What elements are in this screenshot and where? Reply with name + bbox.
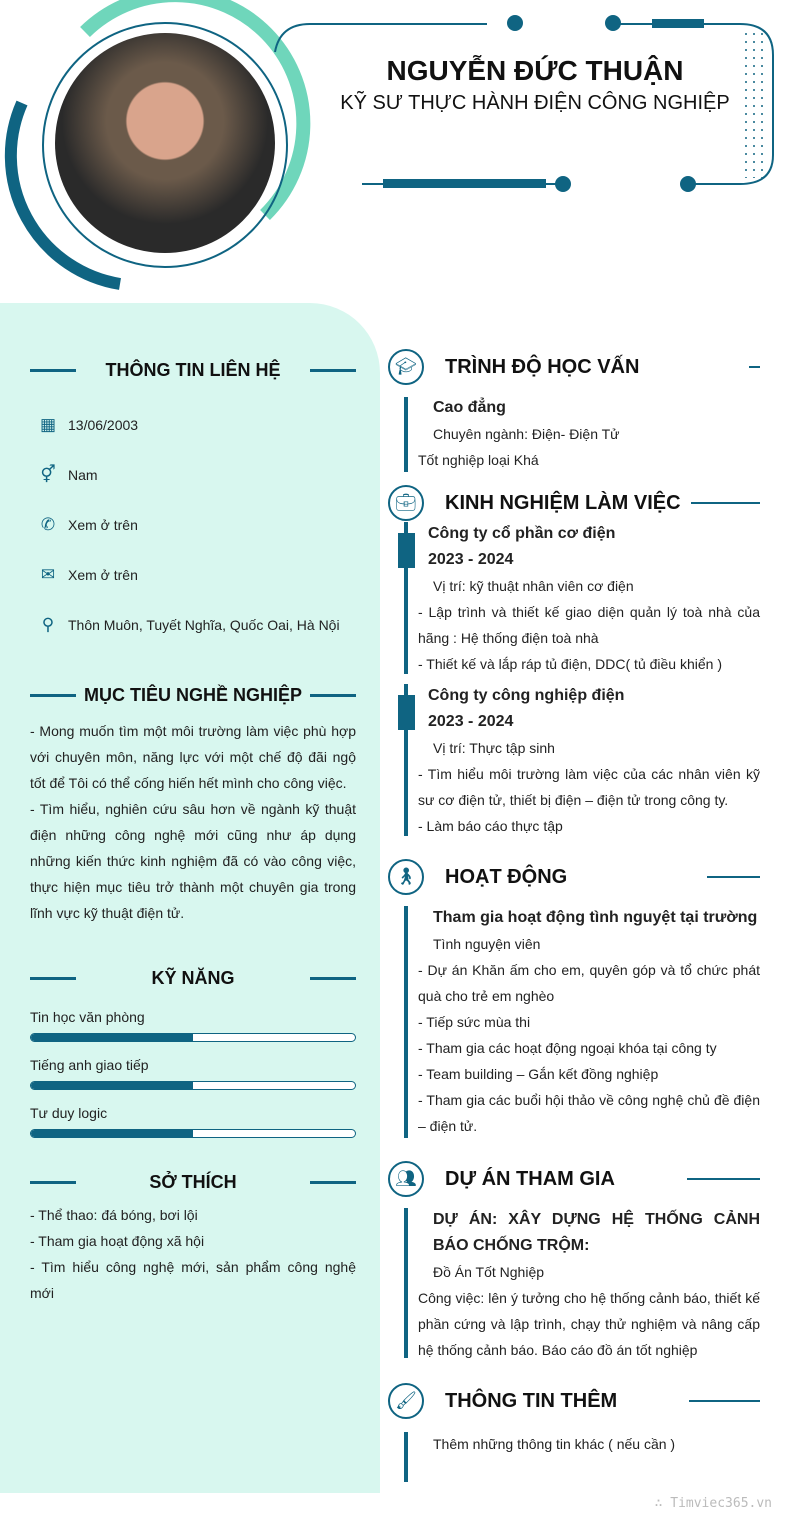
brush-icon: 🖌︎ — [388, 1383, 424, 1419]
skill-bar — [30, 1033, 356, 1042]
extra-heading — [388, 1382, 760, 1420]
job-period: 2023 - 2024 — [428, 551, 514, 568]
hobby-item: - Thể thao: đá bóng, bơi lội — [30, 1207, 198, 1223]
activity-detail: - Tham gia các hoạt động ngoại khóa tại công ty — [418, 1040, 717, 1056]
activity-detail: - Tiếp sức mùa thi — [418, 1014, 531, 1030]
job-entry — [418, 521, 760, 677]
skill-name: Tin học văn phòng — [30, 1009, 145, 1025]
phone-icon: ✆ — [40, 515, 56, 534]
watermark: ∴ Timviec365.vn — [654, 1496, 772, 1511]
contact-phone — [38, 515, 138, 535]
school-name: Cao đẳng — [433, 399, 506, 416]
skill-bar — [30, 1129, 356, 1138]
activity-detail: - Team building – Gắn kết đồng nghiệp — [418, 1066, 659, 1082]
project-subtitle: Đồ Án Tốt Nghiệp — [433, 1264, 545, 1280]
contact-email — [38, 565, 138, 585]
candidate-name: NGUYỄN ĐỨC THUẬN — [386, 55, 684, 86]
job-position: Vị trí: kỹ thuật nhân viên cơ điện — [433, 578, 634, 594]
skill-item — [30, 1009, 356, 1042]
experience-heading — [388, 484, 760, 522]
extra-text: Thêm những thông tin khác ( nếu cần ) — [433, 1436, 676, 1452]
activity-entry — [418, 905, 760, 1139]
section-title: KINH NGHIỆM LÀM VIỆC — [445, 491, 681, 514]
company-name: Công ty cổ phần cơ điện — [428, 525, 616, 542]
skill-item — [30, 1057, 356, 1090]
contact-text: Thôn Muôn, Tuyết Nghĩa, Quốc Oai, Hà Nội — [68, 617, 340, 633]
skill-name: Tiếng anh giao tiếp — [30, 1057, 149, 1073]
job-entry — [418, 683, 760, 839]
gender-icon: ⚥ — [40, 465, 56, 484]
company-name: Công ty công nghiệp điện — [428, 687, 625, 704]
education-entry — [418, 395, 760, 473]
graduation-cap-icon: 🎓︎ — [388, 349, 424, 385]
objective-text: - Mong muốn tìm một môi trường làm việc phù hợp với chuyên môn, năng lực với một chế độ đãi ngộ tốt để Tôi có thể cống hiến hết mình cho công việc. - Tìm hiểu, nghiên cứu sâu hơn về ngành kỹ thuật điện những công nghệ mới cũng như áp dụng những kiến thức kinh nghiệm đã có vào công việc, thực hiện mục tiêu trở thành một chuyên gia trong lĩnh vực kỹ thuật điện tử. — [30, 723, 356, 921]
project-entry — [418, 1207, 760, 1363]
grade: Tốt nghiệp loại Khá — [418, 452, 539, 468]
education-heading — [388, 348, 760, 386]
job-position: Vị trí: Thực tập sinh — [433, 740, 555, 756]
group-icon: 👥︎ — [388, 1161, 424, 1197]
skill-bar — [30, 1081, 356, 1090]
section-title: TRÌNH ĐỘ HỌC VẤN — [445, 355, 640, 378]
objective-heading: MỤC TIÊU NGHỀ NGHIỆP — [30, 680, 356, 710]
contact-text: Xem ở trên — [68, 567, 138, 583]
job-title: KỸ SƯ THỰC HÀNH ĐIỆN CÔNG NGHIỆP — [340, 92, 730, 114]
contact-birthdate — [38, 415, 138, 435]
job-detail: - Làm báo cáo thực tập — [418, 818, 563, 834]
job-detail: - Thiết kế và lắp ráp tủ điện, DDC( tủ điều khiển ) — [418, 656, 723, 672]
section-title: THÔNG TIN THÊM — [445, 1389, 618, 1412]
activities-heading — [388, 858, 760, 896]
job-period: 2023 - 2024 — [428, 713, 514, 730]
project-description: Công việc: lên ý tưởng cho hệ thống cảnh báo, thiết kế phần cứng và lập trình, chạy thử nghiệm và nâng cấp hệ thống cảnh báo. Báo cáo đồ án tốt nghiệp — [418, 1290, 760, 1358]
projects-heading — [388, 1160, 760, 1198]
activity-role: Tình nguyện viên — [433, 936, 541, 952]
activity-title: Tham gia hoạt động tình nguyệt tại trường — [433, 909, 758, 926]
contact-address — [38, 615, 340, 635]
skill-item — [30, 1105, 356, 1138]
activity-detail: - Tham gia các buổi hội thảo về công nghệ chủ đề điện – điện tử. — [418, 1092, 760, 1134]
skill-name: Tư duy logic — [30, 1105, 108, 1121]
major: Chuyên ngành: Điện- Điện Tử — [433, 426, 620, 442]
location-icon: ⚲ — [41, 615, 55, 634]
hobby-item: - Tìm hiểu công nghệ mới, sản phẩm công nghệ mới — [30, 1259, 356, 1301]
briefcase-icon: 💼︎ — [388, 485, 424, 521]
contact-heading: THÔNG TIN LIÊN HỆ — [30, 355, 356, 385]
activity-detail: - Dự án Khăn ấm cho em, quyên góp và tổ chức phát quà cho trẻ em nghèo — [418, 962, 760, 1004]
project-title: DỰ ÁN: XÂY DỰNG HỆ THỐNG CẢNH BÁO CHỐNG TRỘM: — [433, 1211, 760, 1254]
section-title: DỰ ÁN THAM GIA — [445, 1167, 615, 1190]
skills-heading: KỸ NĂNG — [30, 963, 356, 993]
hobbies-list — [30, 1202, 356, 1306]
contact-text: 13/06/2003 — [68, 417, 139, 433]
profile-photo — [55, 33, 275, 253]
contact-text: Xem ở trên — [68, 517, 138, 533]
calendar-icon: ▦ — [39, 415, 57, 434]
contact-text: Nam — [68, 467, 98, 483]
email-icon: ✉ — [40, 565, 56, 584]
contact-gender — [38, 465, 98, 485]
hobby-item: - Tham gia hoạt động xã hội — [30, 1233, 205, 1249]
job-detail: - Lập trình và thiết kế giao diện quản lý toà nhà của hãng : Hệ thống điện toà nhà — [418, 604, 760, 646]
section-title: HOẠT ĐỘNG — [445, 865, 568, 888]
hobbies-heading: SỞ THÍCH — [30, 1167, 356, 1197]
job-detail: - Tìm hiểu môi trường làm việc của các nhân viên kỹ sư cơ điện tử, thiết bị điện – điện tử trong công ty. — [418, 766, 760, 808]
person-icon: 🚶︎ — [388, 859, 424, 895]
watermark-text: Timviec365.vn — [670, 1496, 772, 1511]
